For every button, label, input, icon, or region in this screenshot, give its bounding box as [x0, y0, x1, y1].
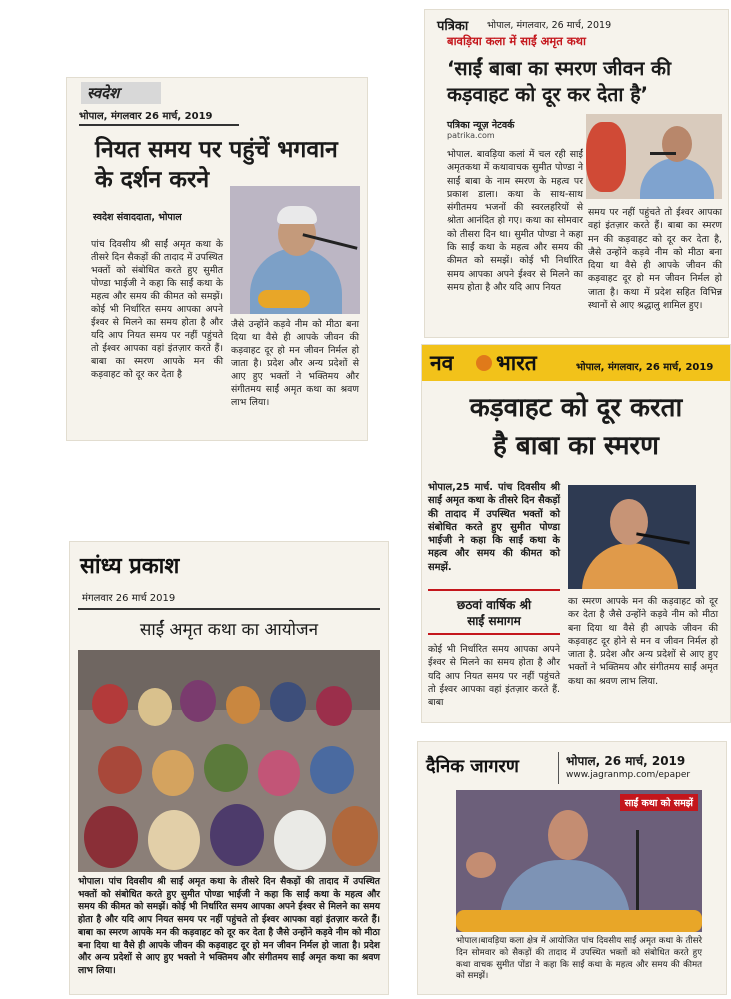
devotee [210, 804, 264, 866]
sandhya-caption: भोपाल। पांच दिवसीय श्री साईं अमृत कथा के तीसरे दिन सैकड़ों की तादाद में उपस्थित भक्तों को संबोधित करते हुए सुमीत पोण्डा भाईजी ने कहा कि साईं कथा के महत्व और समय की कीमत को समझें। कोई भी निर्धारित समय आपका अपने ईश्वर से मिलने का समय होता है और यदि आप नियत समय पर नहीं पहुंचते तो ईश्वर आपका वहां इंतज़ार करते हैं। बाबा का स्मरण आपके मन की कड़वाहट को दूर कर देता है जैसे उन्होंने कड़वे नीम को मीठा बना दिया था वैसे ही आपके जीवन की कड़वाहट दूर हो मन जीवन निर्मल हो जाता है। प्रदेश और अन्य प्रदेशों से आए हुए भक्तो ने भक्तिमय और संगीतमय साईं अमृत कथा का श्रवण लाभ लिया। [78, 877, 380, 976]
devotee [92, 684, 128, 724]
navbharat-masthead-left: नव [430, 351, 454, 375]
patrika-clipping [425, 10, 728, 337]
jagran-photo-tag: साईं कथा को समझें [620, 794, 698, 811]
swadesh-dateline: भोपाल, मंगलवार 26 मार्च, 2019 [79, 111, 213, 122]
sandhya-masthead: सांध्य प्रकाश [80, 554, 180, 579]
jagran-caption: भोपाल।बावड़िया कला क्षेत्र में आयोजित पांच दिवसीय साईं अमृत कथा के तीसरे दिन सोमवार को सैकड़ों की तादाद में उपस्थित भक्तों को संबोधित करते हुए कथा वाचक सुमीत पोंडा ने कहा कि साईं कथा के महत्व और समय की कीमत को समझें। [456, 936, 702, 982]
swadesh-rule [79, 124, 239, 126]
patrika-photo [586, 114, 722, 199]
navbharat-subhead-line1: छठवां वार्षिक श्री [456, 598, 532, 612]
swadesh-photo [230, 186, 360, 314]
microphone-icon [636, 532, 690, 544]
devotee [258, 750, 300, 796]
patrika-body-left: भोपाल. बावड़िया कलां में चल रही साईं अमृतकथा में कथावाचक सुमीत पोण्डा ने साईं बाबा के नाम स्मरण के महत्व पर प्रकाश डाला। कथा के साथ-साथ संगीतमय भजनों की स्वरलहरियों से श्रोता आनंदित हो गए। कथा का सोमवार को तीसरा दिन था। सुमीत पोण्डा ने कहा कि साईं कथा के महत्व और समय की कीमत को समझें। कोई भी निर्धारित समय आपका अपने ईश्वर से मिलने का समय होता है और यदि आप नियत [447, 149, 583, 293]
navbharat-headline-line2: है बाबा का स्मरण [493, 431, 659, 461]
navbharat-subhead-rule-bottom [428, 633, 560, 635]
devotee [180, 680, 216, 722]
navbharat-headline-line1: कड़वाहट को दूर करता [469, 393, 683, 423]
patrika-dateline: भोपाल, मंगलवार, 26 मार्च, 2019 [487, 20, 612, 31]
microphone-icon [650, 152, 676, 155]
navbharat-logo-icon [476, 355, 492, 371]
navbharat-subhead-line2: साईं समागम [467, 614, 521, 628]
navbharat-lead: भोपाल,25 मार्च. पांच दिवसीय श्री साईं अमृत कथा के तीसरे दिन सैकड़ों की तादाद में उपस्थित भक्तों को संबोधित करते हुए सुमीत पोण्डा भाईजी ने कहा कि साईं कथा के महत्व और समय की कीमत को समझें. [428, 482, 560, 573]
navbharat-masthead-right: भारत [496, 351, 537, 375]
navbharat-masthead-bar [422, 345, 730, 381]
navbharat-dateline: भोपाल, मंगलवार, 26 मार्च, 2019 [576, 362, 714, 373]
navbharat-body-left: कोई भी निर्धारित समय आपका अपने ईश्वर से मिलने का समय होता है और यदि आप नियत समय पर नहीं पहुंचते तो ईश्वर आपका वहां इंतज़ार करते हैं. बाबा [428, 644, 560, 709]
devotee [84, 806, 138, 868]
sandhya-clipping [70, 542, 388, 994]
devotee [98, 746, 142, 794]
devotee [270, 682, 306, 722]
jagran-photo [456, 790, 702, 932]
speaker-head [610, 499, 648, 545]
patrika-headline-line1: ‘साईं बाबा का स्मरण जीवन की [447, 57, 672, 80]
swadesh-headline-line2: के दर्शन करने [95, 167, 210, 193]
speaker-head [662, 126, 692, 162]
devotee [138, 688, 172, 726]
speaker-hand [466, 852, 496, 878]
jagran-divider [558, 752, 559, 784]
swadesh-headline-line1: नियत समय पर पहुंचें भगवान [95, 137, 338, 163]
flower-garland [456, 910, 702, 932]
patrika-masthead: पत्रिका [437, 19, 469, 34]
speaker-figure [582, 543, 678, 589]
navbharat-photo [568, 485, 696, 589]
speaker-hair [277, 206, 317, 224]
patrika-byline: पत्रिका न्यूज़ नेटवर्क [447, 120, 515, 131]
sandhya-headline: साईं अमृत कथा का आयोजन [139, 620, 319, 640]
navbharat-body-right: का स्मरण आपके मन की कड़वाहट को दूर कर देता है जैसे उन्होंने कड़वे नीम को मीठा बना दिया था वैसे ही आपके जीवन की कड़वाहट दूर होने से मन व जीवन निर्मल हो जाता है. प्रदेश और अन्य प्रदेशों से आए हुए भक्तों ने भक्तिमय और संगीतमय साईं अमृत कथा का श्रवण लाभ लिया. [568, 596, 718, 687]
devotee [204, 744, 248, 792]
devotee [226, 686, 260, 724]
devotee [316, 686, 352, 726]
sandhya-crowd-photo [78, 650, 380, 872]
navbharat-clipping [422, 345, 730, 722]
jagran-masthead: दैनिक जागरण [426, 756, 519, 777]
swadesh-body-right: जैसे उन्होंने कड़वे नीम को मीठा बना दिया था वैसे ही आपके जीवन की कड़वाहट दूर हो मन जीवन निर्मल हो जाता है। प्रदेश और अन्य प्रदेशों से आए हुए भक्तों ने भक्तिमय और संगीतमय साईं अमृत कथा का श्रवण लाभ लिया। [231, 319, 359, 408]
devotee [274, 810, 326, 870]
patrika-kicker: बावड़िया कला में साईं अमृत कथा [447, 34, 586, 48]
devotee [310, 746, 354, 794]
swadesh-body-left: पांच दिवसीय श्री साईं अमृत कथा के तीसरे दिन सैकड़ों की तादाद में उपस्थित भक्तों को संबोधित करते हुए सुमीत पोण्डा भाईजी ने कहा कि साईं कथा के महत्व और समय की कीमत को समझें। कोई भी निर्धारित समय आपका अपने ईश्वर से मिलने का समय होता है और यदि आप नियत समय पर नहीं पहुंचते तो ईश्वर आपका वहां इंतज़ार करते हैं। बाबा का स्मरण आपके मन की कड़वाहट को दूर कर देता है [91, 239, 223, 380]
sandhya-rule [78, 608, 380, 610]
devotee [152, 750, 194, 796]
patrika-body-right: समय पर नहीं पहुंचते तो ईश्वर आपका वहां इंतज़ार करते हैं। बाबा का स्मरण मन की कड़वाहट को दूर कर देता है, जैसे उन्होंने कड़वे नीम को मीठा बना दिया था वैसे ही आपके जीवन की कड़वाहट दूर हो मन जीवन निर्मल हो जाता है। कथा में प्रदेश सहित विभिन्न स्थानों से आए श्रद्धालु शामिल हुए। [588, 207, 722, 312]
speaker-head [548, 810, 588, 860]
jagran-clipping [418, 742, 726, 994]
devotee [148, 810, 200, 870]
speaker-figure [640, 158, 714, 199]
sandhya-dateline: मंगलवार 26 मार्च 2019 [82, 593, 176, 604]
swadesh-byline: स्वदेश संवाददाता, भोपाल [93, 212, 182, 223]
swadesh-clipping [67, 78, 367, 440]
devotee [332, 806, 378, 866]
swadesh-masthead: स्वदेश [81, 82, 161, 104]
flower-garland [258, 290, 310, 308]
patrika-headline-line2: कड़वाहट को दूर कर देता है’ [447, 83, 649, 106]
patrika-site: patrika.com [447, 131, 495, 140]
jagran-dateline: भोपाल, 26 मार्च, 2019 [566, 754, 686, 768]
flower-decor [586, 122, 626, 192]
navbharat-subhead-rule-top [428, 589, 560, 591]
jagran-site: www.jagranmp.com/epaper [566, 770, 691, 780]
